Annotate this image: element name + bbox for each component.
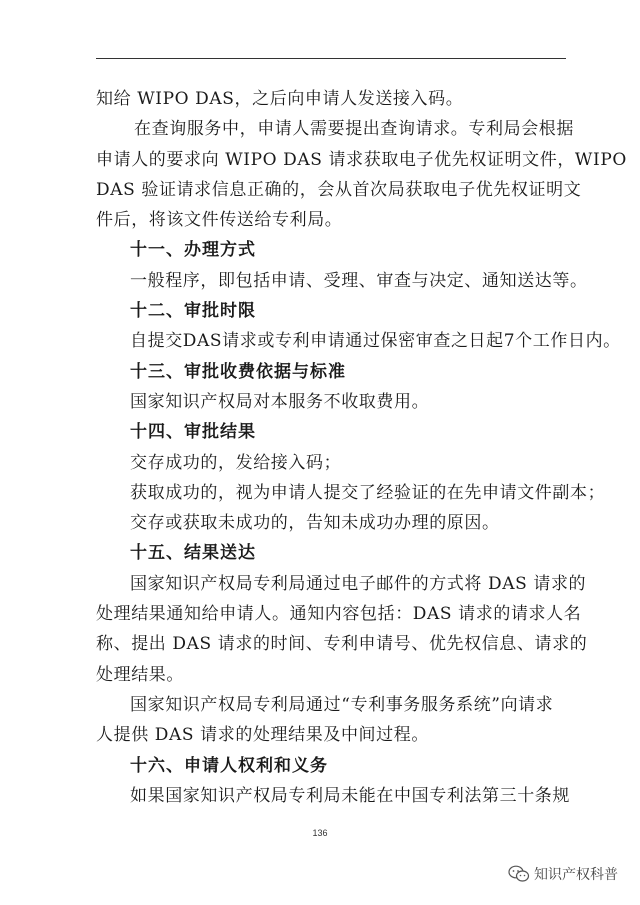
text-line: 知给 WIPO DAS，之后向申请人发送接入码。 bbox=[96, 89, 464, 109]
page-number: 136 bbox=[312, 828, 328, 838]
section-heading: 十五、结果送达 bbox=[130, 543, 256, 564]
header-rule bbox=[96, 58, 566, 59]
text-line: 申请人的要求向 WIPO DAS 请求获取电子优先权证明文件，WIPO bbox=[96, 149, 627, 170]
wechat-icon bbox=[508, 865, 530, 883]
text-line: 如果国家知识产权局专利局未能在中国专利法第三十条规 bbox=[130, 785, 570, 806]
text-line: 人提供 DAS 请求的处理结果及中间过程。 bbox=[96, 725, 429, 746]
watermark bbox=[508, 864, 618, 884]
text-line: 处理结果。 bbox=[96, 664, 184, 685]
text-line: DAS 验证请求信息正确的，会从首次局获取电子优先权证明文 bbox=[96, 179, 582, 200]
text-line: 交存或获取未成功的，告知未成功办理的原因。 bbox=[130, 513, 500, 534]
text-line: 件后，将该文件传送给专利局。 bbox=[96, 210, 343, 231]
watermark-text: 知识产权科普 bbox=[534, 867, 618, 883]
section-heading: 十四、审批结果 bbox=[130, 422, 256, 443]
section-heading: 十六、申请人权利和义务 bbox=[130, 755, 328, 776]
section-heading: 十三、审批收费依据与标准 bbox=[130, 361, 346, 382]
text-line: 一般程序，即包括申请、受理、审查与决定、通知送达等。 bbox=[130, 270, 588, 291]
text-line: 交存成功的，发给接入码； bbox=[130, 452, 342, 473]
text-line: 国家知识产权局对本服务不收取费用。 bbox=[130, 391, 430, 412]
text-line: 国家知识产权局专利局通过电子邮件的方式将 DAS 请求的 bbox=[130, 573, 587, 594]
text-line: 处理结果通知给申请人。通知内容包括：DAS 请求的请求人名 bbox=[96, 604, 582, 625]
section-heading: 十一、办理方式 bbox=[130, 240, 256, 261]
text-line: 称、提出 DAS 请求的时间、专利申请号、优先权信息、请求的 bbox=[96, 634, 588, 655]
section-heading: 十二、审批时限 bbox=[130, 301, 256, 322]
text-line: 国家知识产权局专利局通过“专利事务服务系统”向请求 bbox=[130, 694, 554, 715]
text-line: 在查询服务中，申请人需要提出查询请求。专利局会根据 bbox=[134, 119, 574, 140]
text-line: 获取成功的，视为申请人提交了经验证的在先申请文件副本； bbox=[130, 482, 606, 503]
document-body bbox=[96, 84, 627, 811]
text-line: 自提交DAS请求或专利申请通过保密审查之日起7个工作日内。 bbox=[130, 331, 621, 352]
